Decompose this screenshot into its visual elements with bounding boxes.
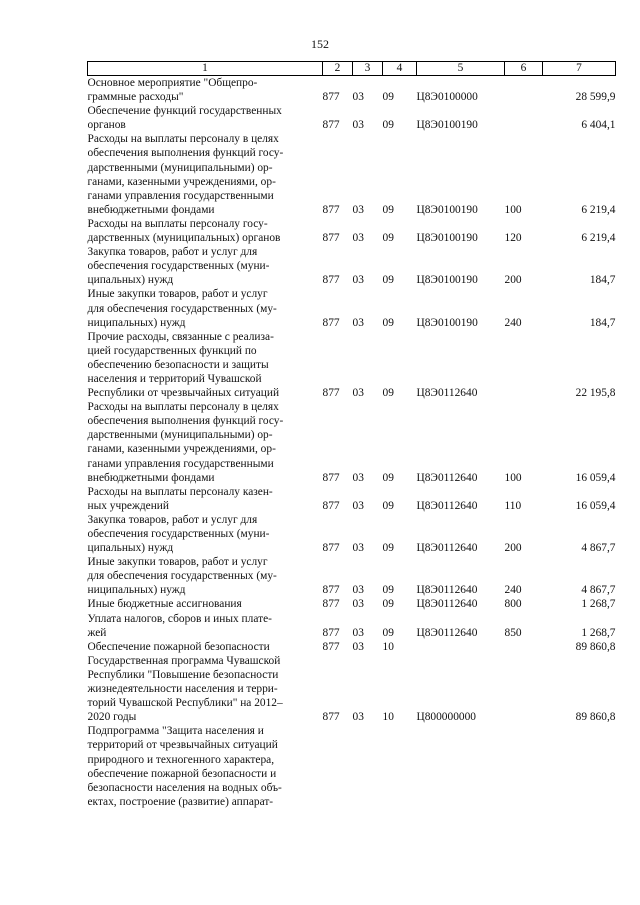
section-code [353,724,383,809]
section-code: 03 [352,274,364,287]
subsection-code: 09 [382,542,394,555]
column-header: 7 [543,62,616,76]
section-code: 03 [352,316,364,329]
amount: 16 059,4 [575,499,616,512]
table-row [88,330,616,400]
subsection-code: 10 [382,640,394,653]
table-row [88,597,616,611]
target-article-code: Ц8Э0100190 [416,232,478,245]
admin-code: 877 [322,387,340,400]
table-row [88,654,616,724]
expense-type-code: 110 [504,499,522,512]
admin-code: 877 [322,626,340,639]
target-article-code: Ц8Э0112640 [416,542,478,555]
amount: 16 059,4 [575,471,616,484]
amount: 6 219,4 [581,203,616,216]
row-description: Основное мероприятие "Общепро- граммные расходы" [87,77,258,104]
admin-code [323,724,353,809]
target-article-code: Ц8Э0112640 [416,584,478,597]
target-article-code: Ц8Э0100000 [416,91,478,104]
section-code: 03 [352,711,364,724]
subsection-code: 10 [382,711,394,724]
header-row [88,62,616,76]
column-header: 6 [505,62,543,76]
page-number: 152 [311,37,329,51]
target-article-code: Ц8Э0112640 [416,387,478,400]
section-code: 03 [352,542,364,555]
target-article-code [417,724,505,809]
subsection-code: 09 [382,626,394,639]
expense-type-code [505,330,543,400]
expense-type-code: 800 [504,598,522,611]
expense-type-code: 100 [504,471,522,484]
section-code: 03 [352,584,364,597]
subsection-code: 09 [382,387,394,400]
admin-code: 877 [322,584,340,597]
section-code: 03 [352,91,364,104]
expense-type-code: 100 [504,203,522,216]
column-header: 5 [417,62,505,76]
subsection-code: 09 [382,119,394,132]
table-row [88,400,616,485]
admin-code: 877 [322,499,340,512]
row-description: Уплата налогов, сборов и иных плате- жей [87,612,272,639]
table-row [88,724,616,809]
admin-code: 877 [322,598,340,611]
subsection-code: 09 [382,584,394,597]
row-description: Иные бюджетные ассигнования [87,598,242,611]
amount: 184,7 [589,274,616,287]
amount: 6 219,4 [581,232,616,245]
column-header: 3 [353,62,383,76]
target-article-code: Ц8Э0112640 [416,626,478,639]
amount: 6 404,1 [581,119,616,132]
amount: 1 268,7 [581,598,616,611]
subsection-code: 09 [382,91,394,104]
admin-code: 877 [322,711,340,724]
subsection-code [383,724,417,809]
section-code: 03 [352,232,364,245]
subsection-code: 09 [382,232,394,245]
row-description: Иные закупки товаров, работ и услуг для обеспечения государственных (му- ниципальных) нужд [87,556,277,597]
amount: 89 860,8 [575,711,616,724]
amount: 1 268,7 [581,626,616,639]
amount [543,724,616,809]
row-description: Обеспечение функций государственных органов [87,105,282,132]
amount: 184,7 [589,316,616,329]
target-article-code: Ц800000000 [416,711,476,724]
row-description: Расходы на выплаты персоналу в целях обеспечения выполнения функций госу- дарственными (муниципальными) ор- ганами, казенными учреждениями, ор- ганами управления государственными внебюджетными фондами [87,401,284,484]
table-body [88,76,616,809]
section-code: 03 [352,499,364,512]
expense-type-code [505,76,543,105]
subsection-code: 09 [382,203,394,216]
expense-type-code [505,654,543,724]
admin-code: 877 [322,471,340,484]
table-row [88,612,616,640]
row-description: Расходы на выплаты персоналу в целях обеспечения выполнения функций госу- дарственными (муниципальными) ор- ганами, казенными учреждениями, ор- ганами управления государственными внебюджетными фондами [87,133,284,216]
table-row [88,104,616,132]
admin-code: 877 [322,91,340,104]
subsection-code: 09 [382,316,394,329]
subsection-code: 09 [382,471,394,484]
amount: 4 867,7 [581,542,616,555]
target-article-code: Ц8Э0112640 [416,598,478,611]
expense-type-code [505,724,543,809]
column-header: 2 [323,62,353,76]
admin-code: 877 [322,232,340,245]
admin-code: 877 [322,203,340,216]
row-description: Обеспечение пожарной безопасности [87,640,270,653]
budget-table [87,61,616,809]
section-code: 03 [352,598,364,611]
expense-type-code: 200 [504,542,522,555]
table-row [88,640,616,654]
expense-type-code: 120 [504,232,522,245]
row-description: Прочие расходы, связанные с реализа- цией государственных функций по обеспечению безопасности и защиты населения и территорий Чувашской Республики от чрезвычайных ситуаций [87,330,280,400]
expense-type-code: 850 [504,626,522,639]
section-code: 03 [352,119,364,132]
table-row [88,555,616,597]
expense-type-code: 240 [504,316,522,329]
admin-code: 877 [322,316,340,329]
row-description: Иные закупки товаров, работ и услуг для обеспечения государственных (му- ниципальных) нужд [87,288,277,329]
table-row [88,132,616,217]
section-code: 03 [352,471,364,484]
table-row [88,217,616,245]
subsection-code: 09 [382,499,394,512]
admin-code: 877 [322,119,340,132]
table-row [88,513,616,555]
column-header: 1 [88,62,323,76]
column-header: 4 [383,62,417,76]
section-code: 03 [352,626,364,639]
target-article-code: Ц8Э0100190 [416,119,478,132]
target-article-code: Ц8Э0100190 [416,316,478,329]
expense-type-code [505,104,543,132]
target-article-code: Ц8Э0100190 [416,274,478,287]
expense-type-code [505,640,543,654]
table-row [88,76,616,105]
section-code: 03 [352,203,364,216]
section-code: 03 [352,640,364,653]
expense-type-code: 240 [504,584,522,597]
row-description: Расходы на выплаты персоналу казен- ных учреждений [87,485,273,512]
row-description: Государственная программа Чувашской Республики "Повышение безопасности жизнедеятельности населения и терри- торий Чувашской Республики" на 2012– 2020 годы [87,654,283,724]
amount: 28 599,9 [575,91,616,104]
table-row [88,245,616,287]
amount: 22 195,8 [575,387,616,400]
admin-code: 877 [322,640,340,653]
row-description: Закупка товаров, работ и услуг для обеспечения государственных (муни- ципальных) нужд [87,246,270,287]
subsection-code: 09 [382,274,394,287]
row-description: Закупка товаров, работ и услуг для обеспечения государственных (муни- ципальных) нужд [87,513,270,555]
target-article-code: Ц8Э0112640 [416,499,478,512]
admin-code: 877 [322,274,340,287]
section-code: 03 [352,387,364,400]
table-row [88,287,616,329]
subsection-code: 09 [382,598,394,611]
target-article-code: Ц8Э0112640 [416,471,478,484]
amount: 4 867,7 [581,584,616,597]
table-row [88,485,616,513]
amount: 89 860,8 [575,640,616,653]
target-article-code: Ц8Э0100190 [416,203,478,216]
target-article-code [417,640,505,654]
admin-code: 877 [322,542,340,555]
row-description: Подпрограмма "Защита населения и территорий от чрезвычайных ситуаций природного и техногенного характера, обеспечение пожарной безопасности и безопасности населения на водных объ- ектах, построение (развитие) аппарат- [87,725,282,808]
expense-type-code: 200 [504,274,522,287]
row-description: Расходы на выплаты персоналу госу- дарственных (муниципальных) органов [87,217,281,245]
